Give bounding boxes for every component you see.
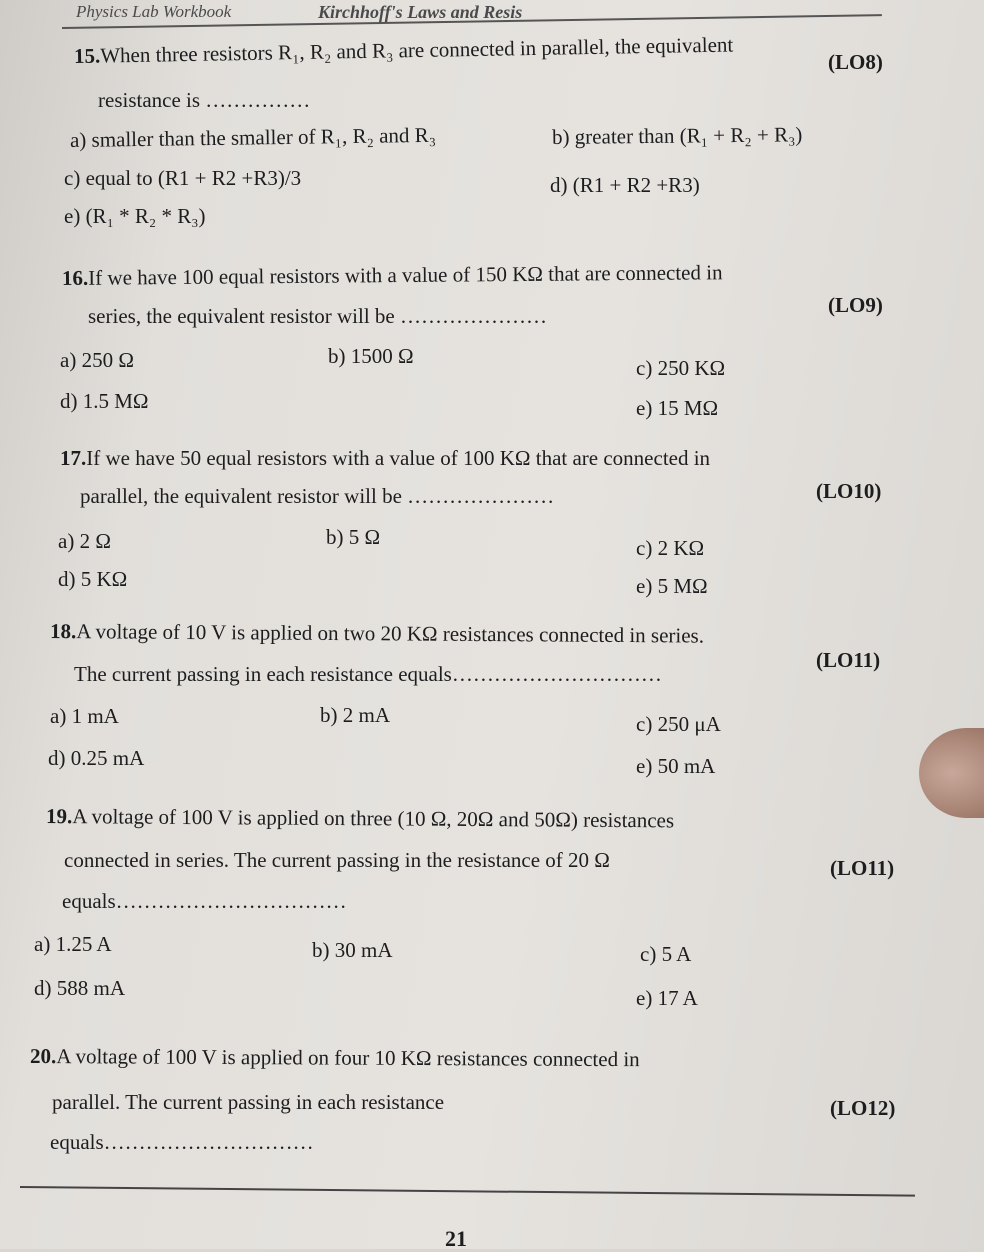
- option-a: a) 1 mA: [50, 704, 119, 728]
- option-d: d) 5 KΩ: [58, 567, 128, 591]
- option-e: e) 5 MΩ: [636, 574, 708, 598]
- question-number: 17.: [60, 446, 87, 470]
- question-text-line2: resistance is ……………: [98, 88, 311, 112]
- option-e: e) 17 A: [636, 986, 698, 1010]
- option-d: d) 588 mA: [34, 976, 125, 1000]
- thumb-photo-artifact: [919, 728, 984, 818]
- option-e: e) (R₁ * R₂ * R₃): [64, 204, 206, 228]
- option-a: a) 2 Ω: [58, 529, 111, 553]
- option-e: e) 50 mA: [636, 754, 716, 778]
- option-c: c) 250 μA: [636, 712, 721, 736]
- learning-outcome-badge: (LO12): [830, 1096, 896, 1120]
- option-c: c) 5 A: [640, 942, 692, 966]
- question-number: 16.: [61, 265, 89, 290]
- learning-outcome-badge: (LO9): [828, 293, 883, 317]
- question-text-line2: connected in series. The current passing in the resistance of 20 Ω: [64, 848, 610, 872]
- question-number: 20.: [29, 1044, 57, 1069]
- question-text-line1: A voltage of 100 V is applied on four 10 KΩ resistances connected in: [56, 1044, 640, 1072]
- question-text-line1: A voltage of 10 V is applied on two 20 KΩ resistances connected in series.: [76, 619, 705, 648]
- question-text-line2: parallel. The current passing in each resistance: [52, 1090, 445, 1114]
- option-a: a) 1.25 A: [34, 932, 112, 956]
- page-number: 21: [445, 1226, 467, 1251]
- learning-outcome-badge: (LO11): [830, 856, 895, 880]
- learning-outcome-badge: (LO11): [816, 648, 881, 672]
- option-c: c) 2 KΩ: [636, 536, 705, 560]
- option-b: b) 1500 Ω: [328, 344, 414, 368]
- question-text-line2: The current passing in each resistance equals…………………………: [74, 662, 662, 686]
- question-text-line1: If we have 100 equal resistors with a value of 150 KΩ that are connected in: [88, 260, 723, 290]
- question-text-line3: equals……………………………: [62, 889, 347, 913]
- question-15: [74, 34, 734, 67]
- question-text-line2: parallel, the equivalent resistor will be …………………: [80, 484, 555, 508]
- option-a: a) 250 Ω: [60, 348, 134, 372]
- header-workbook-title: Physics Lab Workbook: [76, 2, 232, 21]
- question-text-line1: If we have 50 equal resistors with a value of 100 KΩ that are connected in: [86, 446, 711, 470]
- option-e: e) 15 MΩ: [636, 396, 719, 420]
- question-text-line1: When three resistors R₁, R₂ and R₃ are connected in parallel, the equivalent: [100, 32, 734, 68]
- header-chapter-title: Kirchhoff's Laws and Resis: [318, 2, 523, 22]
- option-a: a) smaller than the smaller of R₁, R₂ and R₃: [69, 122, 437, 152]
- question-17: [60, 448, 710, 469]
- question-number: 19.: [45, 804, 73, 829]
- question-text-line3: equals…………………………: [50, 1130, 314, 1154]
- option-b: b) 30 mA: [312, 938, 393, 962]
- question-19: [46, 806, 674, 831]
- option-c: c) 250 KΩ: [636, 356, 726, 380]
- option-d: d) 0.25 mA: [48, 746, 145, 770]
- learning-outcome-badge: (LO10): [816, 479, 882, 503]
- option-c: c) equal to (R1 + R2 +R3)/3: [64, 166, 302, 190]
- option-b: b) greater than (R₁ + R₂ + R₃): [551, 122, 803, 149]
- option-b: b) 2 mA: [320, 703, 390, 727]
- question-18: [50, 621, 704, 647]
- option-d: d) 1.5 MΩ: [60, 389, 149, 413]
- question-text-line2: series, the equivalent resistor will be …………………: [88, 304, 547, 328]
- option-d: d) (R1 + R2 +R3): [550, 173, 700, 197]
- question-number: 18.: [49, 619, 77, 644]
- question-number: 15.: [73, 43, 101, 68]
- question-text-line1: A voltage of 100 V is applied on three (10 Ω, 20Ω and 50Ω) resistances: [72, 804, 675, 833]
- footer-rule: [20, 1186, 915, 1197]
- learning-outcome-badge: (LO8): [828, 50, 883, 74]
- question-20: [30, 1046, 640, 1070]
- option-b: b) 5 Ω: [326, 525, 381, 549]
- question-16: [62, 262, 723, 289]
